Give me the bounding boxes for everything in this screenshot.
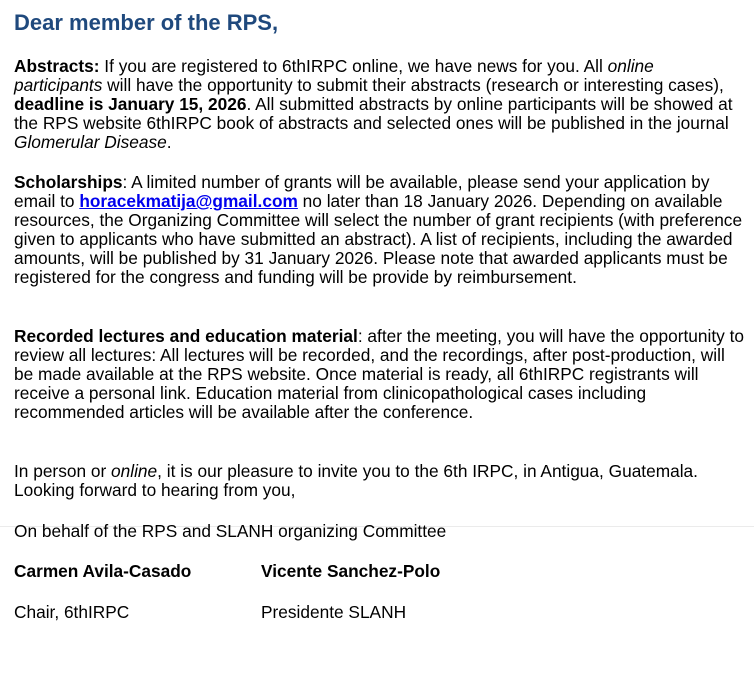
recorded-lectures-paragraph [14,327,744,422]
deadline-text: deadline is January 15, 2026 [14,94,247,114]
abstracts-text-3: . All submitted abstracts by online participants will be showed at the RPS website 6thIRPC book of abstracts and selected ones will be published in the journal [14,94,733,133]
abstracts-heading: Abstracts: [14,56,100,76]
journal-name: Glomerular Disease [14,132,167,152]
abstracts-text-1: If you are registered to 6thIRPC online, we have news for you. All [99,56,608,76]
scholarships-text-2: no later than 18 January 2026. Depending on available resources, the Organizing Committee will select the number of grant recipients (with preference given to applicants who have submitted an abstract). A list of recipients, including the awarded amounts, will be published by 31 January 2026. Please note that awarded applicants must be registered for the congress and funding will be provide by reimbursement. [14,191,743,287]
online-emphasis: online [111,461,158,481]
signatory-name: Vicente Sanchez-Polo [261,561,441,581]
signatory-role: Presidente SLANH [261,602,407,622]
recorded-lectures-text: : after the meeting, you will have the opportunity to review all lectures: All lectures will be recorded, and the recordings, after post-production, will be made available at the RPS website. Once material is ready, all 6thIRPC registrants will receive a personal link. Education material from clinicopathological cases including recommended articles will be available after the conference. [14,326,744,422]
online-participants-emphasis: online participants [14,56,654,95]
scholarships-paragraph [14,173,744,287]
invitation-text-2: , it is our pleasure to invite you to the 6th IRPC, in Antigua, Guatemala. Looking forward to hearing from you, [14,461,703,500]
scholarships-heading: Scholarships [14,172,123,192]
email-link[interactable]: horacekmatija@gmail.com [79,191,298,211]
scholarships-text-1: : A limited number of grants will be available, please send your application by email to [14,172,710,211]
signatory-name: Carmen Avila-Casado [14,561,192,581]
invitation-paragraph [14,462,744,500]
greeting-heading: Dear member of the RPS, [14,10,279,35]
signatory-role: Chair, 6thIRPC [14,602,130,622]
recorded-lectures-heading: Recorded lectures and education material [14,326,358,346]
abstracts-text-2: will have the opportunity to submit their abstracts (research or interesting cases), [102,75,724,95]
invitation-text-1: In person or [14,461,112,481]
abstracts-text-4: . [166,132,172,152]
on-behalf-line: On behalf of the RPS and SLANH organizing Committee [14,521,447,541]
abstracts-paragraph [14,57,744,152]
